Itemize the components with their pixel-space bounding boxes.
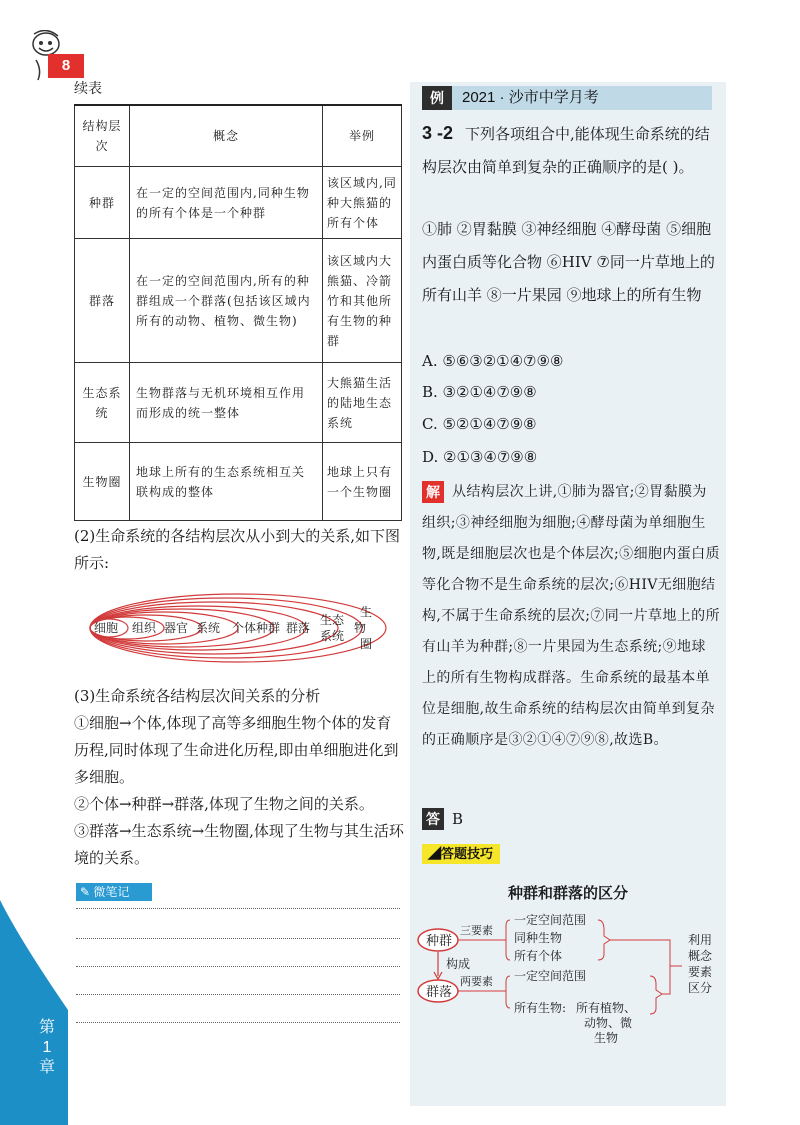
- row-concept: 地球上所有的生态系统相互关联构成的整体: [130, 443, 323, 521]
- community-element: 动物、微: [584, 1016, 633, 1030]
- example-source: 2021 · 沙市中学月考: [462, 89, 599, 106]
- row-concept: 生物群落与无机环境相互作用而形成的统一整体: [130, 363, 323, 443]
- table-header-row: [75, 105, 402, 167]
- pencil-icon: ✎: [80, 885, 94, 899]
- community-element: 所有植物、: [576, 1001, 637, 1015]
- section3-item: ①细胞→个体,体现了高等多细胞生物个体的发育历程,同时体现了生命进化历程,即由单细胞进化到多细胞。: [74, 714, 399, 786]
- community-element: 生物: [594, 1031, 619, 1045]
- level-community: 群落: [286, 621, 311, 635]
- note-line[interactable]: [76, 938, 400, 939]
- note-line[interactable]: [76, 994, 400, 995]
- notes-label: ✎ 微笔记: [76, 883, 152, 901]
- level-organ: 器官: [164, 621, 189, 635]
- section2-text: (2)生命系统的各结构层次从小到大的关系,如下图所示:: [74, 527, 401, 572]
- row-example: 该区域内,同种大熊猫的所有个体: [323, 167, 402, 239]
- community-label: 群落: [426, 985, 453, 1000]
- row-level: 生态系统: [75, 363, 130, 443]
- level-cell: 细胞: [94, 621, 119, 635]
- structure-level-table: [74, 104, 402, 521]
- community-element: 所有生物:: [514, 1001, 567, 1015]
- note-line[interactable]: [76, 1022, 400, 1023]
- three-elements-label: 三要素: [460, 924, 493, 937]
- nested-levels-diagram: [88, 584, 388, 664]
- level-population: 种群: [256, 621, 281, 635]
- two-elements-label: 两要素: [460, 975, 493, 988]
- level-biosphere-1: 生: [360, 605, 373, 619]
- table-row: [75, 239, 402, 363]
- row-example: 大熊猫生活的陆地生态系统: [323, 363, 402, 443]
- row-example: 该区域内大熊猫、冷箭竹和其他所有生物的种群: [323, 239, 402, 363]
- level-biosphere-2: 物: [354, 621, 367, 635]
- level-ecosystem-1: 生态: [320, 613, 345, 627]
- header-example: 举例: [323, 105, 402, 167]
- header-concept: 概念: [130, 105, 323, 167]
- row-concept: 在一定的空间范围内,同种生物的所有个体是一个种群: [130, 167, 323, 239]
- level-tissue: 组织: [132, 621, 157, 635]
- forms-label: 构成: [446, 957, 471, 971]
- species-community-diagram: [414, 906, 720, 1046]
- row-level: 生物圈: [75, 443, 130, 521]
- section3: [74, 683, 404, 872]
- table-row: [75, 443, 402, 521]
- solution-text: 从结构层次上讲,①肺为器官;②胃黏膜为组织;③神经细胞为细胞;④酵母菌为单细胞生物,既是细胞层次也是个体层次;⑤细胞内蛋白质等化合物不是生命系统的层次;⑥HIV无细胞结构,不属于生命系统的层次;⑦同一片草地上的所有山羊为种群;⑧一片果园为生态系统;⑨地球上的所有生物构成群落。生命系统的最基本单位是细胞,故生命系统的结构层次由简单到复杂的正确顺序是③②①④⑦⑨⑧,故选B。: [422, 484, 720, 748]
- question-items: ①肺 ②胃黏膜 ③神经细胞 ④酵母菌 ⑤细胞内蛋白质等化合物 ⑥HIV ⑦同一片草地上的所有山羊 ⑧一片果园 ⑨地球上的所有生物: [422, 220, 715, 304]
- note-line[interactable]: [76, 966, 400, 967]
- method-label: 利用: [688, 933, 713, 947]
- community-element: 一定空间范围: [514, 969, 587, 983]
- continued-label: 续表: [74, 81, 102, 97]
- tips-icon: ◢: [428, 846, 442, 861]
- chapter-strip: [0, 900, 68, 1125]
- question-number: 3 -2: [422, 123, 454, 143]
- table-row: [75, 363, 402, 443]
- row-concept: 在一定的空间范围内,所有的种群组成一个群落(包括该区域内所有的动物、植物、微生物): [130, 239, 323, 363]
- level-system: 系统: [196, 621, 221, 635]
- species-label: 种群: [426, 934, 453, 949]
- chapter-label: 第1章: [38, 1019, 55, 1076]
- note-line[interactable]: [76, 908, 400, 909]
- question-stem: 下列各项组合中,能体现生命系统的结构层次由简单到复杂的正确顺序的是( )。: [422, 125, 710, 176]
- question: [422, 118, 718, 184]
- choice-d[interactable]: D. ②①③④⑦⑨⑧: [422, 448, 538, 466]
- section3-item: ③群落→生态系统→生物圈,体现了生物与其生活环境的关系。: [74, 822, 404, 867]
- table-row: [75, 167, 402, 239]
- section3-item: ②个体→种群→群落,体现了生物之间的关系。: [74, 795, 374, 813]
- row-level: 种群: [75, 167, 130, 239]
- level-ecosystem-2: 系统: [320, 629, 345, 643]
- choice-a[interactable]: A. ⑤⑥③②①④⑦⑨⑧: [422, 352, 564, 370]
- species-element: 同种生物: [514, 931, 563, 945]
- species-element: 所有个体: [514, 949, 563, 963]
- tips-label: ◢答题技巧: [422, 844, 500, 864]
- tips-title: 种群和群落的区分: [507, 885, 628, 902]
- page-number: 8: [48, 54, 84, 78]
- method-label: 区分: [688, 981, 713, 995]
- level-biosphere-3: 圈: [360, 637, 373, 651]
- method-label: 要素: [688, 965, 713, 979]
- answer-tag: 答: [422, 808, 444, 830]
- choice-b[interactable]: B. ③②①④⑦⑨⑧: [422, 383, 537, 401]
- solution-tag: 解: [422, 481, 444, 503]
- method-label: 概念: [688, 949, 713, 963]
- choice-c[interactable]: C. ⑤②①④⑦⑨⑧: [422, 415, 537, 433]
- level-individual: 个体: [232, 621, 257, 635]
- row-level: 群落: [75, 239, 130, 363]
- row-example: 地球上只有一个生物圈: [323, 443, 402, 521]
- section3-title: (3)生命系统各结构层次间关系的分析: [74, 687, 321, 705]
- example-tag: 例: [422, 86, 452, 110]
- answer-value: B: [452, 810, 464, 828]
- header-level: 结构层次: [75, 105, 130, 167]
- species-element: 一定空间范围: [514, 913, 587, 927]
